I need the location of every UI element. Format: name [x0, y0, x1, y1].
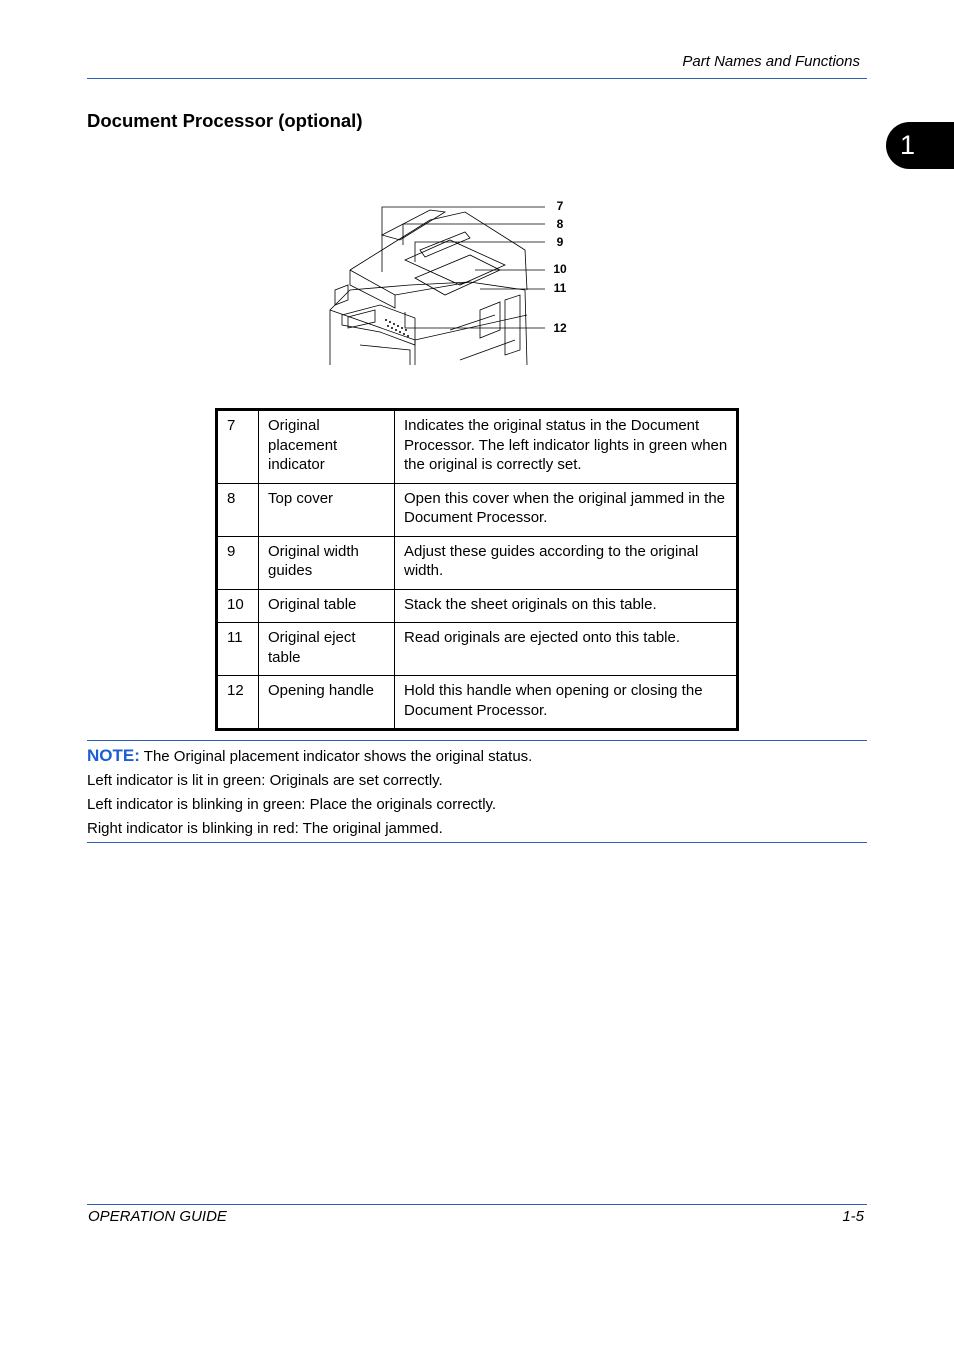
table-row — [217, 410, 738, 484]
part-name: Opening handle — [259, 676, 395, 730]
part-name: Original eject table — [259, 623, 395, 676]
note-intro: The Original placement indicator shows the original status. — [143, 748, 533, 765]
table-row — [217, 536, 738, 589]
callout-11: 11 — [553, 281, 567, 295]
note-line: Right indicator is blinking in red: The original jammed. — [87, 820, 443, 837]
note-line: Left indicator is blinking in green: Place the originals correctly. — [87, 796, 497, 813]
part-description: Read originals are ejected onto this table. — [395, 623, 738, 676]
header-rule — [87, 78, 867, 79]
part-name: Original width guides — [259, 536, 395, 589]
part-description: Adjust these guides according to the original width. — [395, 536, 738, 589]
callout-9: 9 — [556, 235, 564, 249]
part-description: Hold this handle when opening or closing the Document Processor. — [395, 676, 738, 730]
part-number: 9 — [217, 536, 259, 589]
part-number: 10 — [217, 589, 259, 623]
printer-illustration — [320, 190, 590, 370]
chapter-number: 1 — [900, 130, 916, 160]
part-number: 12 — [217, 676, 259, 730]
part-number: 7 — [217, 410, 259, 484]
footer-guide-title: OPERATION GUIDE — [88, 1208, 227, 1225]
table-row — [217, 589, 738, 623]
note-rule-bottom — [87, 842, 867, 843]
section-title: Document Processor (optional) — [87, 110, 363, 131]
document-processor-figure — [320, 190, 590, 370]
table-row — [217, 676, 738, 730]
part-name: Original table — [259, 589, 395, 623]
footer-rule — [87, 1204, 867, 1205]
part-number: 8 — [217, 483, 259, 536]
note-line: Left indicator is lit in green: Originals are set correctly. — [87, 772, 443, 789]
part-name: Top cover — [259, 483, 395, 536]
running-header: Part Names and Functions — [682, 53, 860, 70]
page-number: 1-5 — [842, 1208, 864, 1225]
callout-7: 7 — [556, 199, 564, 213]
part-description: Stack the sheet originals on this table. — [395, 589, 738, 623]
callout-8: 8 — [556, 217, 564, 231]
callout-12: 12 — [553, 321, 567, 335]
note-label: NOTE: — [87, 746, 140, 765]
part-number: 11 — [217, 623, 259, 676]
note-intro-line — [87, 744, 532, 769]
part-description: Open this cover when the original jammed in the Document Processor. — [395, 483, 738, 536]
parts-table — [215, 408, 739, 731]
part-name: Original placement indicator — [259, 410, 395, 484]
part-description: Indicates the original status in the Document Processor. The left indicator lights in green when the original is correctly set. — [395, 410, 738, 484]
note-rule-top — [87, 740, 867, 741]
table-row — [217, 623, 738, 676]
chapter-tab[interactable] — [886, 122, 954, 169]
callout-10: 10 — [553, 262, 567, 276]
table-row — [217, 483, 738, 536]
note-block — [87, 744, 532, 841]
